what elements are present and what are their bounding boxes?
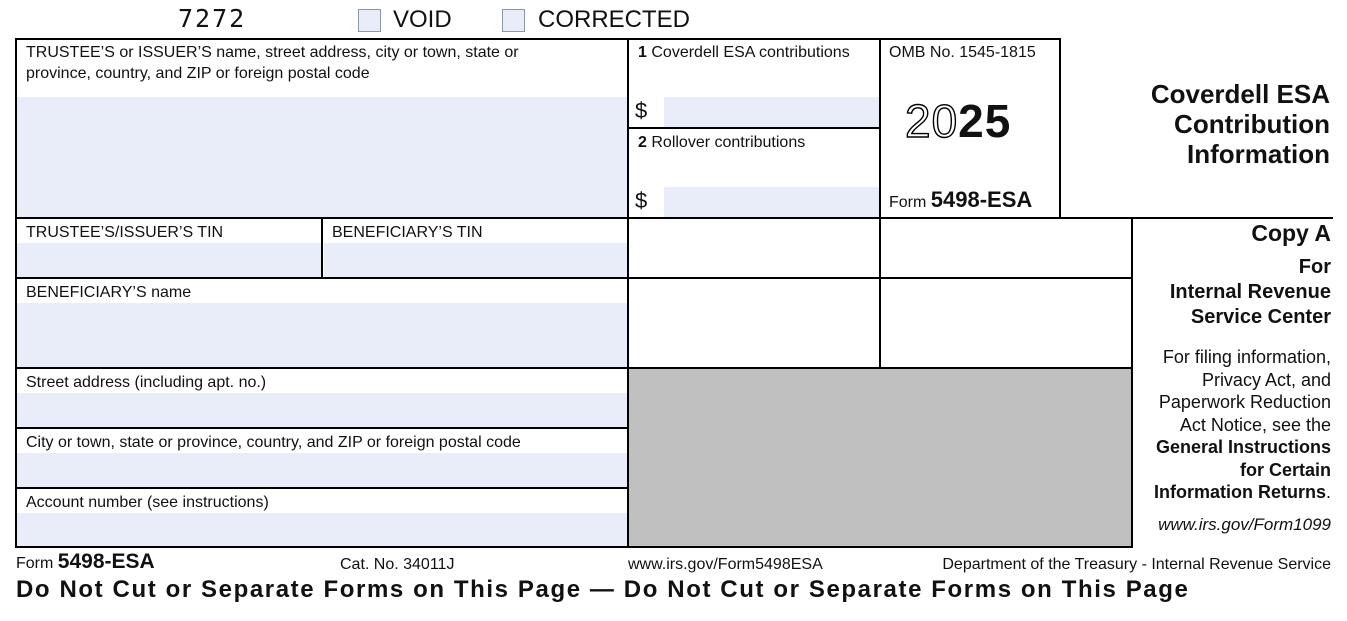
footer-department: Department of the Treasury - Internal Revenue Service — [942, 556, 1331, 573]
notice-period: . — [1325, 482, 1331, 502]
trustee-label-line1: TRUSTEE’S or ISSUER’S name, street address, city or town, state or — [26, 44, 519, 61]
footer-url[interactable]: www.irs.gov/Form5498ESA — [628, 556, 823, 573]
account-number-field[interactable] — [17, 513, 628, 546]
notice-line7-bold: Information Returns — [1153, 482, 1326, 502]
shaded-area — [629, 368, 1132, 547]
tax-year-bold: 25 — [958, 95, 1012, 147]
footer-cat-number: Cat. No. 34011J — [340, 556, 455, 573]
box1-amount-field[interactable] — [664, 97, 879, 127]
city-label: City or town, state or province, country, and ZIP or foreign postal code — [26, 434, 521, 451]
rule-name-bottom — [15, 367, 1133, 369]
copy-irs-line2: Service Center — [1190, 306, 1331, 328]
copy-irs-line1: Internal Revenue — [1169, 281, 1331, 303]
rule-street-bottom — [15, 427, 629, 429]
box2-number: 2 — [638, 134, 647, 151]
footer-form-name — [16, 550, 155, 574]
notice-line5: General Instructions — [1155, 437, 1331, 457]
footer-warning: Do Not Cut or Separate Forms on This Page — Do Not Cut or Separate Forms on This Page — [16, 576, 1190, 603]
rule-copy-left — [1131, 217, 1133, 548]
omb-form-prefix: Form — [889, 194, 927, 211]
rule-left — [15, 38, 17, 548]
title-line3: Information — [1187, 139, 1330, 169]
rule-tin-divider — [321, 217, 323, 279]
trustee-label-line2: province, country, and ZIP or foreign postal code — [26, 65, 370, 82]
city-field[interactable] — [17, 453, 628, 487]
notice-line4: Act Notice, see the — [1179, 414, 1331, 435]
form-code: 7272 — [178, 4, 247, 33]
corrected-label: CORRECTED — [538, 6, 691, 33]
trustee-name-field[interactable] — [17, 97, 628, 218]
omb-form-name — [889, 187, 1032, 213]
beneficiary-tin-label: BENEFICIARY’S TIN — [332, 224, 483, 241]
copy-a-title: Copy A — [1251, 220, 1331, 246]
street-address-field[interactable] — [17, 393, 628, 427]
omb-number: OMB No. 1545-1815 — [889, 44, 1036, 61]
notice-line2: Privacy Act, and — [1201, 369, 1331, 390]
void-checkbox[interactable] — [358, 9, 381, 32]
omb-form-number: 5498-ESA — [930, 187, 1033, 212]
rule-omb-right — [1059, 38, 1061, 219]
copy-url[interactable]: www.irs.gov/Form1099 — [1158, 515, 1331, 534]
tax-year-outline: 20 — [905, 95, 959, 147]
corrected-checkbox[interactable] — [502, 9, 525, 32]
rule-box1-bottom — [628, 127, 880, 129]
rule-city-bottom — [15, 487, 629, 489]
beneficiary-name-label: BENEFICIARY’S name — [26, 284, 192, 301]
box1-dollar-sign: $ — [635, 98, 648, 123]
box2-dollar-sign: $ — [635, 188, 648, 213]
title-line2: Contribution — [1174, 109, 1330, 139]
box1-label — [638, 42, 850, 63]
notice-line7 — [1154, 481, 1331, 504]
beneficiary-tin-field[interactable] — [324, 243, 628, 277]
tax-year — [905, 95, 1011, 147]
copy-notice — [1154, 346, 1331, 504]
notice-line1: For filing information, — [1162, 347, 1331, 367]
form-title — [1151, 79, 1330, 169]
copy-destination — [1170, 255, 1331, 330]
rule-upper-bottom — [15, 217, 1333, 219]
notice-line6: for Certain — [1239, 459, 1331, 480]
box1-text: Coverdell ESA contributions — [651, 44, 850, 61]
box2-text: Rollover contributions — [651, 134, 806, 151]
rule-top — [15, 38, 1060, 40]
trustee-tin-label: TRUSTEE’S/ISSUER’S TIN — [26, 224, 224, 241]
rule-tin-bottom — [15, 277, 1133, 279]
footer-form-number: 5498-ESA — [57, 550, 155, 573]
box2-label — [638, 132, 805, 153]
footer-form-prefix: Form — [16, 555, 54, 572]
trustee-tin-field[interactable] — [17, 243, 322, 277]
void-label: VOID — [393, 6, 452, 33]
copy-for: For — [1298, 256, 1331, 278]
notice-line3: Paperwork Reduction — [1158, 392, 1331, 412]
street-address-label: Street address (including apt. no.) — [26, 374, 267, 391]
box1-number: 1 — [638, 44, 647, 61]
rule-bottom — [15, 546, 1133, 548]
beneficiary-name-field[interactable] — [17, 303, 628, 367]
account-number-label: Account number (see instructions) — [26, 494, 269, 511]
rule-mid2 — [879, 38, 881, 368]
box2-amount-field[interactable] — [664, 187, 879, 217]
rule-mid1 — [627, 38, 629, 548]
title-line1: Coverdell ESA — [1150, 79, 1330, 109]
